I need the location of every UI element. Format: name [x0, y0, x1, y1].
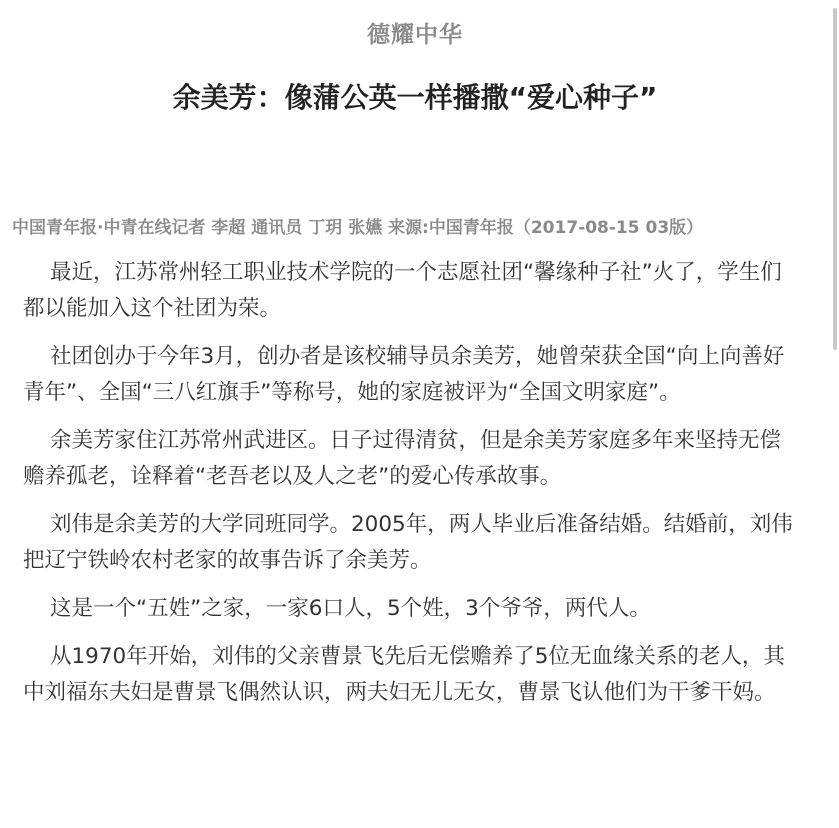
- vertical-scrollbar[interactable]: [830, 0, 839, 828]
- article-paragraph: 这是一个“五姓”之家，一家6口人，5个姓，3个爷爷，两代人。: [50, 596, 651, 621]
- article-headline: 余美芳：像蒲公英一样播撒“爱心种子”: [172, 81, 658, 114]
- article-paragraph: 从1970年开始，刘伟的父亲曹景飞先后无偿赡养了5位无血缘关系的老人，其中刘福东夫妇是曹景飞偶然认识，两夫妇无儿无女，曹景飞认他们为干爹干妈。: [23, 644, 785, 705]
- article-byline: 中国青年报·中青在线记者 李超 通讯员 丁玥 张嬿 来源:中国青年报（2017-08-15 03版）: [12, 218, 704, 238]
- article-body: [23, 255, 800, 723]
- scrollbar-thumb[interactable]: [833, 8, 837, 350]
- article-paragraph: 余美芳家住江苏常州武进区。日子过得清贫，但是余美芳家庭多年来坚持无偿赡养孤老，诠释着“老吾老以及人之老”的爱心传承故事。: [23, 428, 782, 489]
- article-paragraph: 最近，江苏常州轻工职业技术学院的一个志愿社团“馨缘种子社”火了，学生们都以能加入这个社团为荣。: [23, 260, 782, 321]
- article-paragraph: 社团创办于今年3月，创办者是该校辅导员余美芳，她曾荣获全国“向上向善好青年”、全国“三八红旗手”等称号，她的家庭被评为“全国文明家庭”。: [23, 344, 785, 405]
- article-paragraph: 刘伟是余美芳的大学同班同学。2005年，两人毕业后准备结婚。结婚前，刘伟把辽宁铁岭农村老家的故事告诉了余美芳。: [23, 512, 793, 573]
- section-title: 德耀中华: [367, 22, 463, 48]
